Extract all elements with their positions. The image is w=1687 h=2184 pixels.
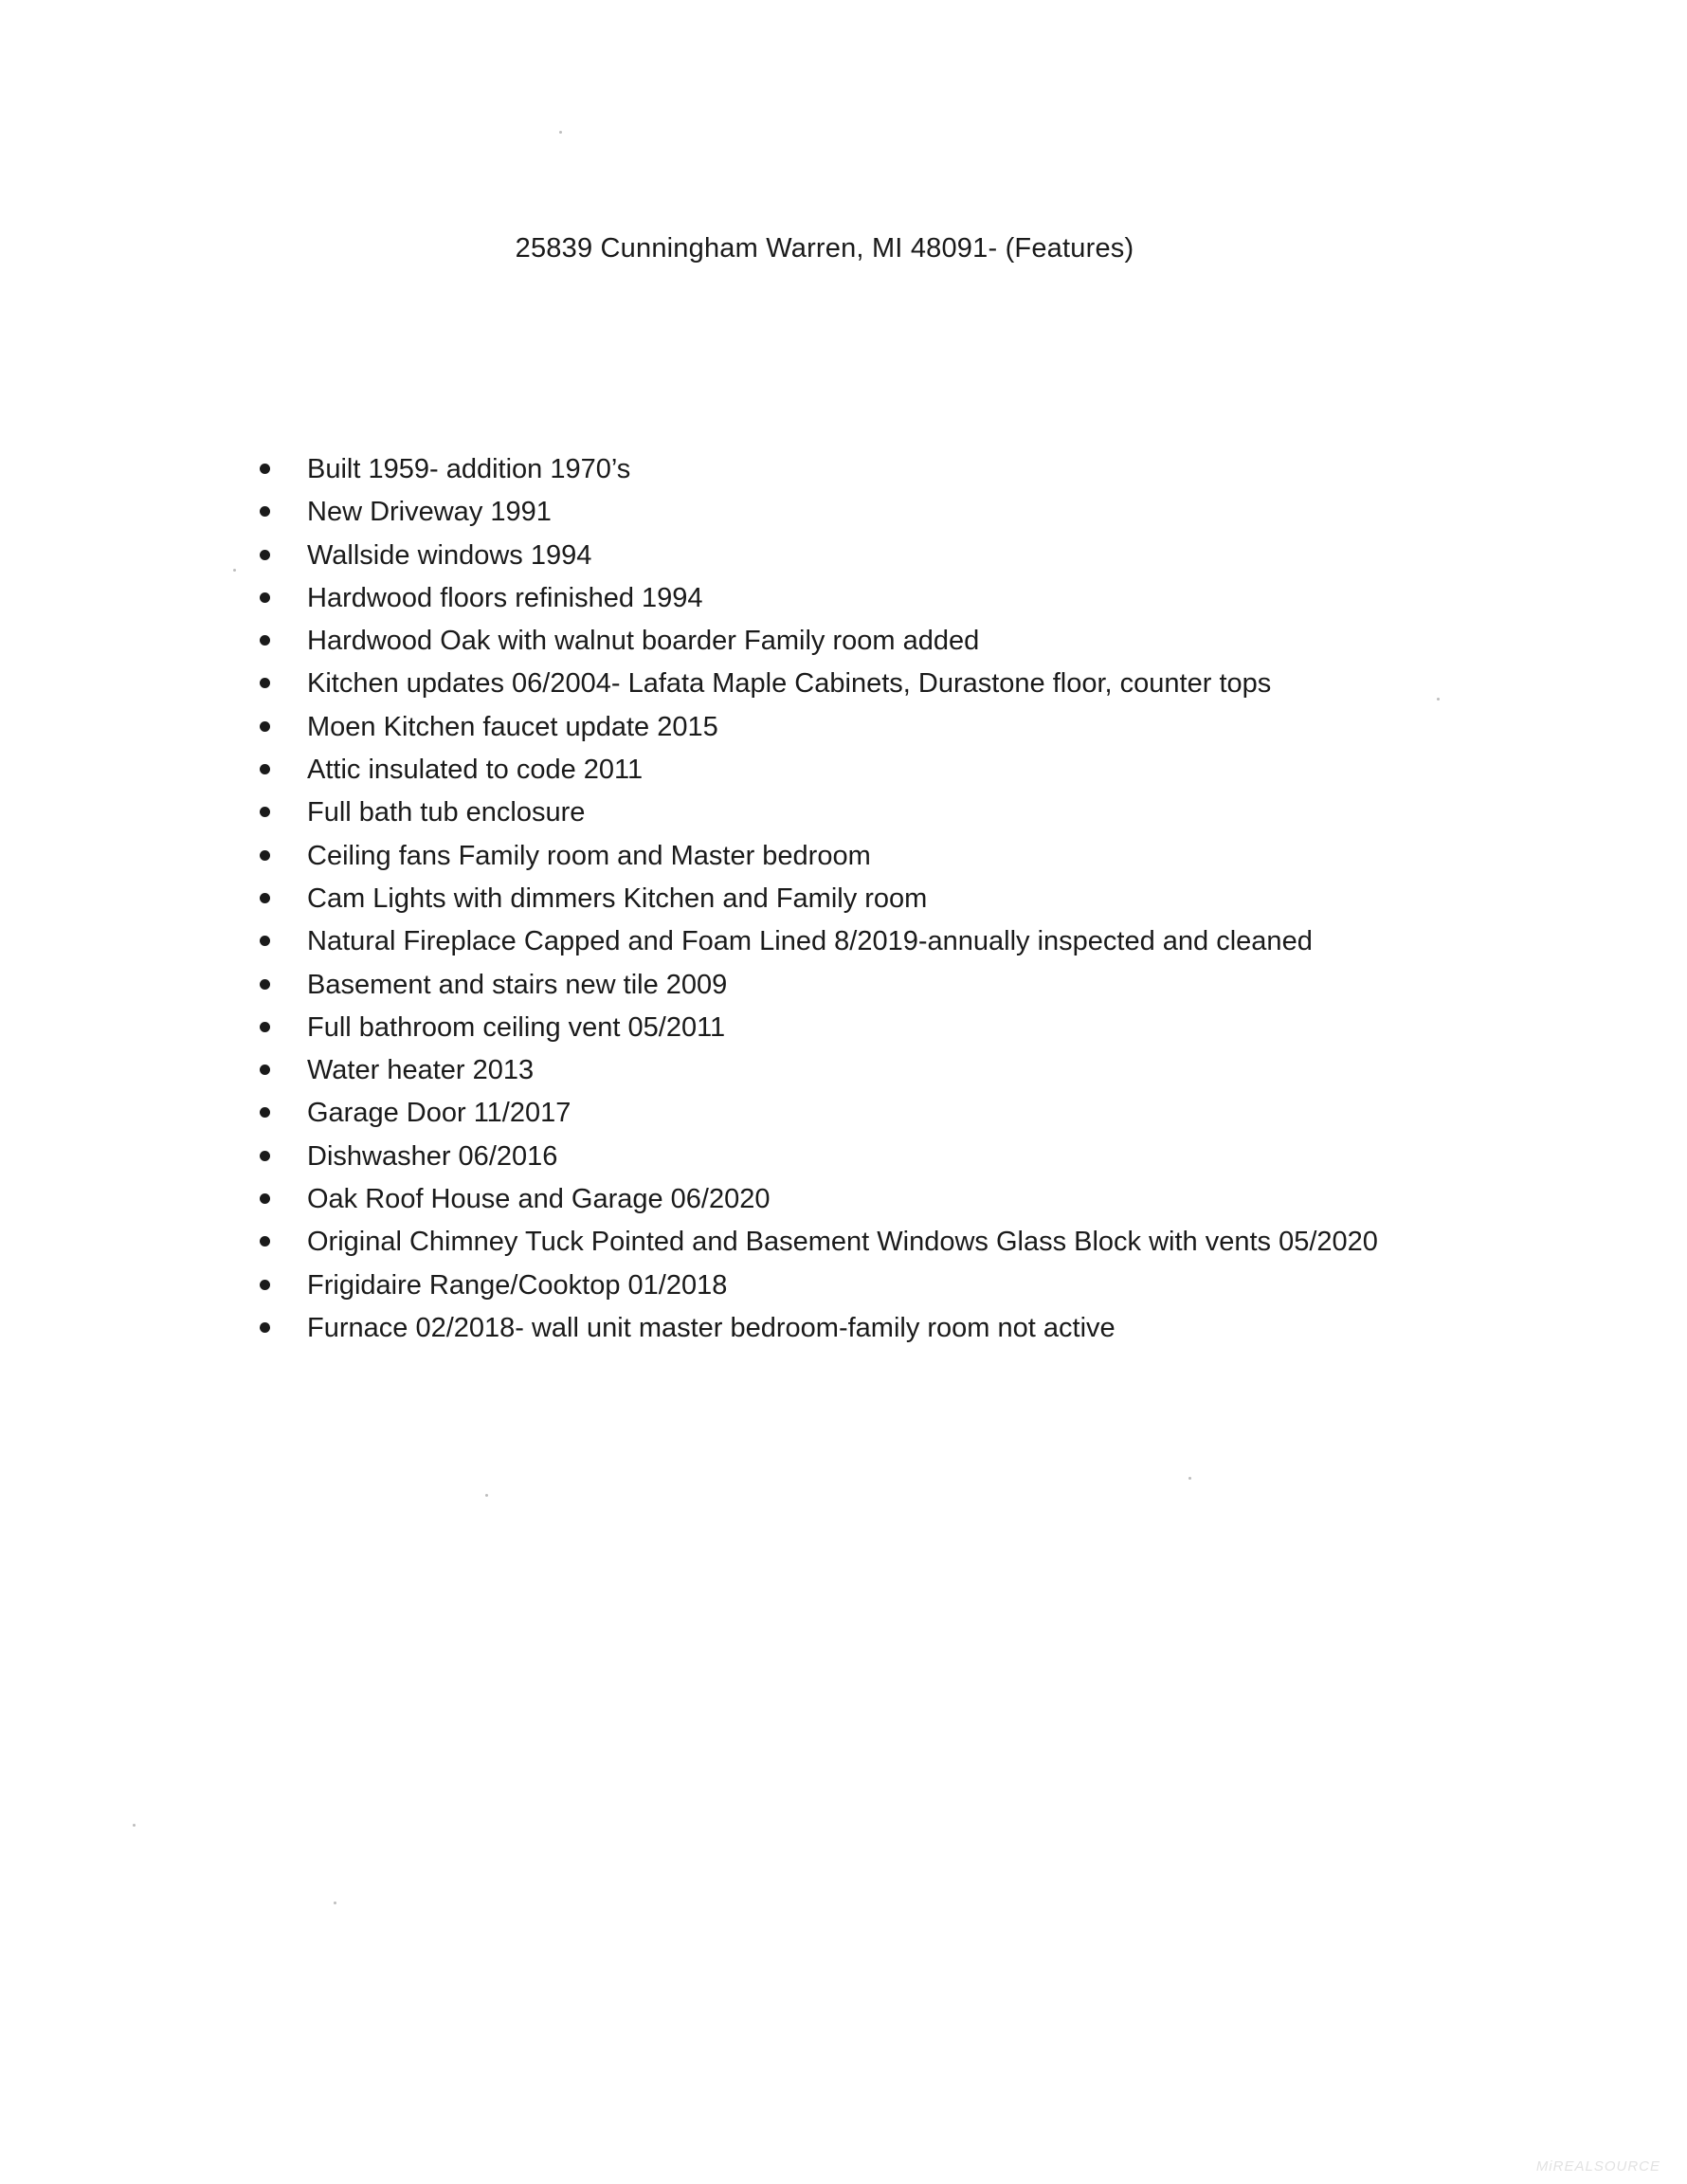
feature-item: [256, 967, 1488, 1010]
feature-item: [256, 1052, 1488, 1095]
bullet-icon: [260, 1151, 270, 1161]
bullet-icon: [260, 1065, 270, 1075]
scan-speck: [1188, 1477, 1191, 1480]
feature-list: [256, 451, 1488, 1353]
feature-text: Full bath tub enclosure: [307, 797, 586, 828]
feature-item: [256, 881, 1488, 923]
bullet-icon: [260, 678, 270, 688]
feature-text: Frigidaire Range/Cooktop 01/2018: [307, 1269, 728, 1301]
feature-text: Original Chimney Tuck Pointed and Basement Windows Glass Block with vents 05/2020: [307, 1227, 1378, 1258]
feature-item: [256, 494, 1488, 537]
feature-item: [256, 1267, 1488, 1310]
feature-text: Ceiling fans Family room and Master bedroom: [307, 840, 871, 871]
scan-speck: [1437, 698, 1440, 701]
feature-text: Hardwood Oak with walnut boarder Family room added: [307, 626, 980, 657]
feature-item: [256, 1138, 1488, 1181]
feature-text: Wallside windows 1994: [307, 539, 592, 571]
feature-item: [256, 537, 1488, 580]
feature-text: Built 1959- addition 1970’s: [307, 454, 631, 484]
feature-text: Cam Lights with dimmers Kitchen and Family room: [307, 883, 928, 914]
bullet-icon: [260, 1236, 270, 1247]
feature-item: [256, 752, 1488, 794]
bullet-icon: [260, 592, 270, 603]
feature-item: [256, 665, 1488, 708]
bullet-icon: [260, 893, 270, 903]
bullet-icon: [260, 1193, 270, 1204]
bullet-icon: [260, 1280, 270, 1290]
watermark-logo: MiREALSOURCE: [1535, 2158, 1660, 2175]
feature-item: [256, 1310, 1488, 1353]
feature-item: [256, 1181, 1488, 1224]
feature-text: Kitchen updates 06/2004- Lafata Maple Cabinets, Durastone floor, counter tops: [307, 668, 1272, 700]
bullet-icon: [260, 764, 270, 774]
feature-item: [256, 623, 1488, 665]
bullet-icon: [260, 1107, 270, 1118]
feature-text: Furnace 02/2018- wall unit master bedroom-family room not active: [307, 1312, 1116, 1343]
bullet-icon: [260, 979, 270, 990]
feature-text: Moen Kitchen faucet update 2015: [307, 711, 718, 742]
scan-speck: [485, 1494, 488, 1497]
bullet-icon: [260, 550, 270, 560]
scan-speck: [233, 569, 236, 572]
document-title: 25839 Cunningham Warren, MI 48091- (Features): [515, 233, 1134, 264]
bullet-icon: [260, 1322, 270, 1333]
feature-item: [256, 838, 1488, 881]
bullet-icon: [260, 506, 270, 517]
bullet-icon: [260, 1022, 270, 1032]
feature-item: [256, 580, 1488, 623]
feature-item: [256, 923, 1488, 966]
feature-item: [256, 1010, 1488, 1052]
feature-text: Hardwood floors refinished 1994: [307, 582, 703, 613]
bullet-icon: [260, 850, 270, 861]
scan-speck: [559, 131, 562, 134]
bullet-icon: [260, 464, 270, 474]
feature-text: Natural Fireplace Capped and Foam Lined 8/2019-annually inspected and cleaned: [307, 926, 1313, 957]
scan-speck: [334, 1902, 336, 1904]
bullet-icon: [260, 635, 270, 646]
feature-text: Garage Door 11/2017: [307, 1098, 571, 1129]
feature-text: Basement and stairs new tile 2009: [307, 969, 728, 1000]
feature-text: New Driveway 1991: [307, 497, 552, 528]
bullet-icon: [260, 807, 270, 817]
feature-item: [256, 1095, 1488, 1138]
bullet-icon: [260, 936, 270, 946]
feature-item: [256, 794, 1488, 837]
bullet-icon: [260, 721, 270, 732]
feature-text: Full bathroom ceiling vent 05/2011: [307, 1011, 726, 1043]
feature-text: Dishwasher 06/2016: [307, 1140, 558, 1172]
feature-text: Oak Roof House and Garage 06/2020: [307, 1184, 771, 1215]
scan-speck: [133, 1824, 136, 1827]
feature-item: [256, 709, 1488, 752]
feature-text: Water heater 2013: [307, 1055, 535, 1086]
feature-item: [256, 451, 1488, 494]
feature-item: [256, 1224, 1488, 1266]
feature-text: Attic insulated to code 2011: [307, 755, 644, 786]
